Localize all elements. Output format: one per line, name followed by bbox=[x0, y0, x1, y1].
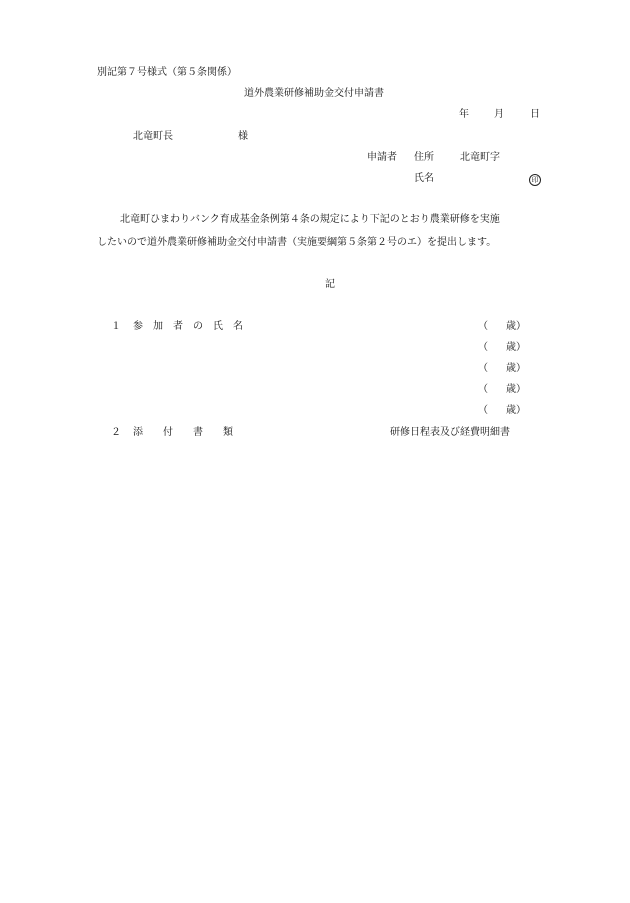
age-open-2: （ bbox=[478, 342, 488, 353]
form-number: 別記第７号様式（第５条関係） bbox=[97, 67, 237, 78]
age-unit-3: 歳） bbox=[506, 363, 526, 374]
address-value: 北竜町字 bbox=[460, 152, 500, 163]
addressee-name: 北竜町長 bbox=[133, 131, 173, 142]
seal-mark: 印 bbox=[529, 174, 541, 186]
age-unit-5: 歳） bbox=[506, 405, 526, 416]
document-title: 道外農業研修補助金交付申請書 bbox=[244, 88, 384, 99]
item-1-number: １ bbox=[111, 321, 121, 332]
address-label: 住所 bbox=[414, 152, 434, 163]
item-2-label: 添 付 書 類 bbox=[133, 427, 233, 438]
attachments-value: 研修日程表及び経費明細書 bbox=[390, 427, 510, 438]
age-open-3: （ bbox=[478, 363, 488, 374]
addressee-honorific: 様 bbox=[238, 131, 248, 142]
age-open-5: （ bbox=[478, 405, 488, 416]
applicant-label: 申請者 bbox=[367, 152, 397, 163]
age-open-1: （ bbox=[478, 321, 488, 332]
date-day: 日 bbox=[530, 109, 540, 120]
body-line-1: 北竜町ひまわりバンク育成基金条例第４条の規定により下記のとおり農業研修を実施 bbox=[120, 214, 500, 225]
age-unit-2: 歳） bbox=[506, 342, 526, 353]
body-line-2: したいので道外農業研修補助金交付申請書（実施要綱第５条第２号のエ）を提出します。 bbox=[97, 237, 497, 248]
item-2-number: ２ bbox=[111, 427, 121, 438]
age-unit-4: 歳） bbox=[506, 384, 526, 395]
date-month: 月 bbox=[494, 109, 504, 120]
age-open-4: （ bbox=[478, 384, 488, 395]
ki-heading: 記 bbox=[325, 279, 335, 290]
date-year: 年 bbox=[459, 109, 469, 120]
name-label: 氏名 bbox=[414, 173, 434, 184]
age-unit-1: 歳） bbox=[506, 321, 526, 332]
item-1-label: 参 加 者 の 氏 名 bbox=[133, 321, 243, 332]
